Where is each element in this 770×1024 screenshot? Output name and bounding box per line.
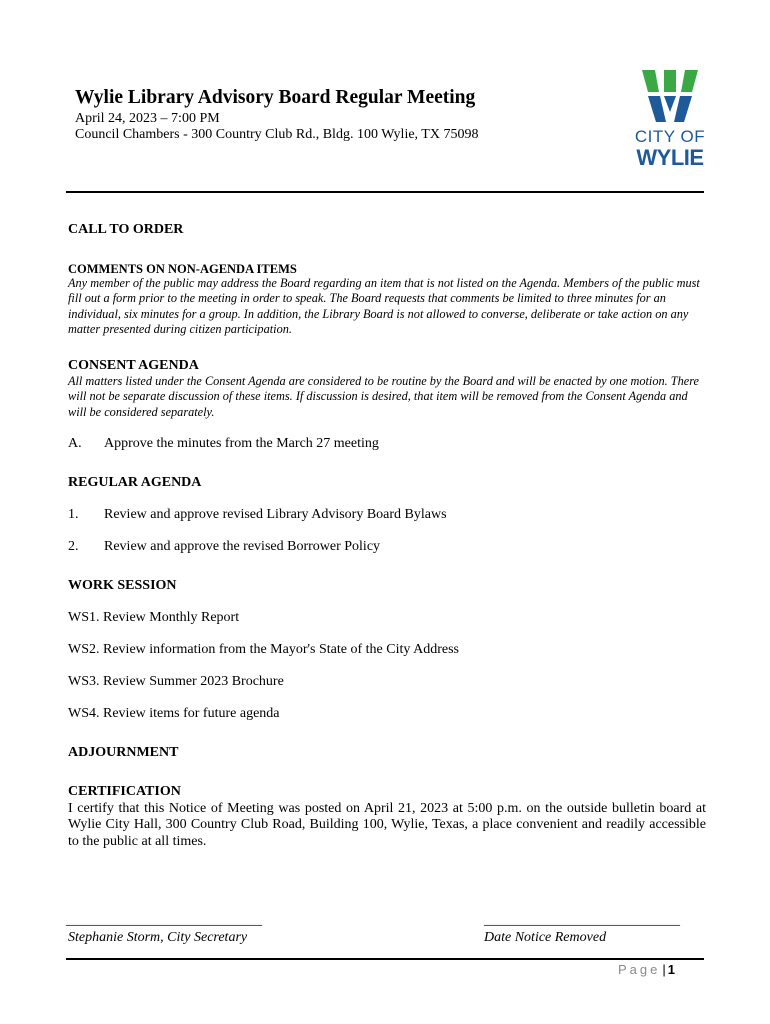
signature-line-left: ____________________________ [66,913,262,928]
regular-agenda-heading: REGULAR AGENDA [68,475,202,490]
consent-agenda-text: All matters listed under the Consent Agenda are considered to be routine by the Board and will be enacted by one motion. There will not be separate discussion of these items. If discussion is desired, that item will be removed from the Consent Agenda and will be considered separately. [68,374,700,419]
footer-divider [66,958,704,960]
consent-item-label: A. [68,436,82,451]
call-to-order-heading: CALL TO ORDER [68,222,184,237]
consent-item-text: Approve the minutes from the March 27 meeting [104,436,379,451]
comments-text: Any member of the public may address the Board regarding an item that is not listed on the Agenda. Members of the public must fill out a form prior to the meeting in order to speak. The Board requests that comments be limited to three minutes for an individual, six minutes for a group. In addition, the Library Board is not allowed to converse, deliberate or take action on any matter presented during citizen participation. [68,276,700,336]
logo-wylie-text: WYLIE [636,145,704,170]
page-separator: | [662,962,666,977]
signature-name-left: Stephanie Storm, City Secretary [68,930,248,945]
signature-line-right: ____________________________ [484,913,680,928]
logo-city-of-text: CITY OF [634,127,706,146]
work-session-item: WS1. Review Monthly Report [68,610,240,625]
consent-item [68,436,379,452]
header-divider [66,191,704,193]
work-session-item: WS3. Review Summer 2023 Brochure [68,674,284,689]
regular-item-text: Review and approve the revised Borrower Policy [104,539,381,554]
adjournment-heading: ADJOURNMENT [68,745,179,760]
page-number: 1 [667,962,675,977]
meeting-date: April 24, 2023 – 7:00 PM [75,111,220,126]
regular-item [68,539,380,555]
work-session-heading: WORK SESSION [68,578,177,593]
city-of-wylie-logo [632,70,708,168]
work-session-item: WS2. Review information from the Mayor's State of the City Address [68,642,459,657]
regular-item-label: 1. [68,507,79,522]
wylie-w-icon [632,70,708,126]
signature-name-right: Date Notice Removed [484,930,607,945]
page-label: Page [618,962,661,977]
work-session-item: WS4. Review items for future agenda [68,706,280,721]
certification-heading: CERTIFICATION [68,784,181,799]
regular-item [68,507,447,523]
comments-heading: COMMENTS ON NON-AGENDA ITEMS [68,262,297,276]
regular-item-text: Review and approve revised Library Advisory Board Bylaws [104,507,447,522]
consent-agenda-heading: CONSENT AGENDA [68,358,199,373]
certification-text: I certify that this Notice of Meeting was posted on April 21, 2023 at 5:00 p.m. on the outside bulletin board at Wylie City Hall, 300 Country Club Road, Building 100, Wylie, Texas, a place convenient and readily accessible to the public at all times. [68,801,706,849]
regular-item-label: 2. [68,539,79,554]
page-title: Wylie Library Advisory Board Regular Meeting [75,87,476,108]
page-footer [618,962,675,977]
meeting-location: Council Chambers - 300 Country Club Rd., Bldg. 100 Wylie, TX 75098 [75,127,479,142]
